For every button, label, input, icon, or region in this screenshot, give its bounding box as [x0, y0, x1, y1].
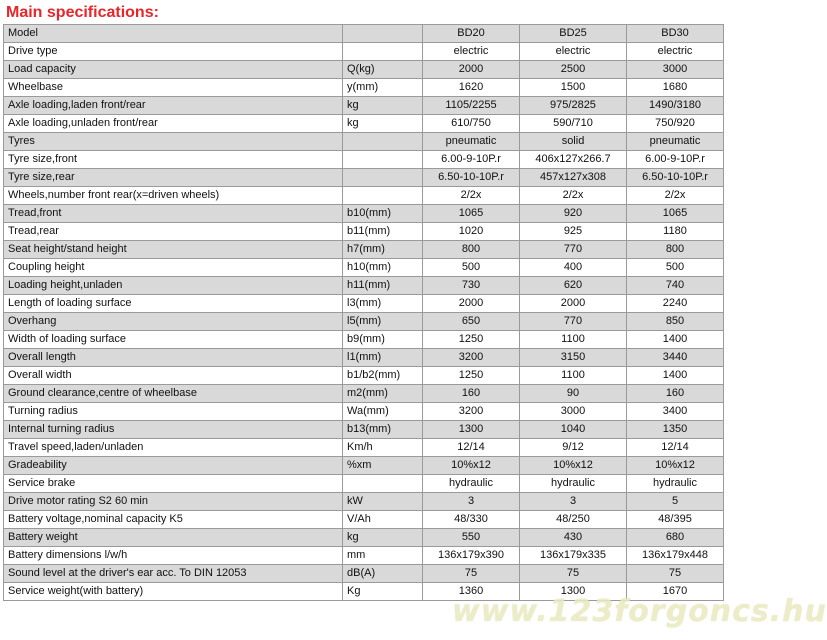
- spec-value-bd25: 48/250: [520, 511, 627, 529]
- table-row: [4, 511, 724, 529]
- spec-value-bd20: 6.50-10-10P.r: [423, 169, 520, 187]
- spec-value-bd20: 1360: [423, 583, 520, 601]
- spec-value-bd25: 2/2x: [520, 187, 627, 205]
- spec-value-bd30: 1065: [627, 205, 724, 223]
- spec-unit: %xm: [343, 457, 423, 475]
- spec-label: Gradeability: [4, 457, 343, 475]
- spec-value-bd25: 3: [520, 493, 627, 511]
- spec-value-bd20: 48/330: [423, 511, 520, 529]
- spec-label: Sound level at the driver's ear acc. To DIN 12053: [4, 565, 343, 583]
- table-row: [4, 61, 724, 79]
- spec-value-bd25: 406x127x266.7: [520, 151, 627, 169]
- spec-unit: kg: [343, 529, 423, 547]
- spec-value-bd25: 3150: [520, 349, 627, 367]
- spec-unit: Kg: [343, 583, 423, 601]
- spec-value-bd30: pneumatic: [627, 133, 724, 151]
- table-row: [4, 421, 724, 439]
- spec-value-bd20: hydraulic: [423, 475, 520, 493]
- spec-label: Width of loading surface: [4, 331, 343, 349]
- spec-value-bd20: 3200: [423, 349, 520, 367]
- specifications-table: [3, 24, 724, 601]
- spec-value-bd25: 590/710: [520, 115, 627, 133]
- table-row: [4, 133, 724, 151]
- spec-unit: kg: [343, 97, 423, 115]
- spec-value-bd25: 3000: [520, 403, 627, 421]
- spec-unit: l1(mm): [343, 349, 423, 367]
- spec-unit: l3(mm): [343, 295, 423, 313]
- spec-value-bd30: 48/395: [627, 511, 724, 529]
- table-row: [4, 223, 724, 241]
- spec-label: Overhang: [4, 313, 343, 331]
- spec-unit: V/Ah: [343, 511, 423, 529]
- spec-label: Travel speed,laden/unladen: [4, 439, 343, 457]
- spec-value-bd20: 2/2x: [423, 187, 520, 205]
- spec-unit: Wa(mm): [343, 403, 423, 421]
- spec-value-bd30: BD30: [627, 25, 724, 43]
- spec-label: Internal turning radius: [4, 421, 343, 439]
- spec-value-bd30: 136x179x448: [627, 547, 724, 565]
- spec-label: Loading height,unladen: [4, 277, 343, 295]
- spec-value-bd20: 500: [423, 259, 520, 277]
- table-row: [4, 475, 724, 493]
- spec-label: Coupling height: [4, 259, 343, 277]
- spec-value-bd20: 1300: [423, 421, 520, 439]
- spec-label: Service weight(with battery): [4, 583, 343, 601]
- spec-unit: [343, 169, 423, 187]
- spec-unit: b9(mm): [343, 331, 423, 349]
- spec-value-bd25: 925: [520, 223, 627, 241]
- spec-value-bd25: 1040: [520, 421, 627, 439]
- spec-unit: b11(mm): [343, 223, 423, 241]
- specifications-table-body: [4, 25, 724, 601]
- table-row: [4, 367, 724, 385]
- spec-value-bd30: electric: [627, 43, 724, 61]
- spec-label: Tyres: [4, 133, 343, 151]
- spec-value-bd25: 770: [520, 313, 627, 331]
- spec-value-bd30: 1680: [627, 79, 724, 97]
- spec-label: Load capacity: [4, 61, 343, 79]
- spec-value-bd25: electric: [520, 43, 627, 61]
- spec-value-bd30: 850: [627, 313, 724, 331]
- spec-value-bd30: hydraulic: [627, 475, 724, 493]
- spec-value-bd20: 1620: [423, 79, 520, 97]
- spec-value-bd25: 2000: [520, 295, 627, 313]
- spec-unit: [343, 475, 423, 493]
- spec-value-bd20: 550: [423, 529, 520, 547]
- spec-value-bd30: 680: [627, 529, 724, 547]
- table-row: [4, 403, 724, 421]
- table-row: [4, 187, 724, 205]
- spec-label: Wheels,number front rear(x=driven wheels): [4, 187, 343, 205]
- spec-unit: Km/h: [343, 439, 423, 457]
- spec-label: Model: [4, 25, 343, 43]
- table-row: [4, 529, 724, 547]
- spec-value-bd20: 2000: [423, 61, 520, 79]
- spec-value-bd30: 1490/3180: [627, 97, 724, 115]
- spec-unit: m2(mm): [343, 385, 423, 403]
- spec-value-bd25: 9/12: [520, 439, 627, 457]
- spec-unit: [343, 25, 423, 43]
- spec-value-bd25: 457x127x308: [520, 169, 627, 187]
- spec-value-bd25: 136x179x335: [520, 547, 627, 565]
- spec-value-bd30: 6.00-9-10P.r: [627, 151, 724, 169]
- table-row: [4, 385, 724, 403]
- spec-unit: b1/b2(mm): [343, 367, 423, 385]
- watermark: www.123forgoncs.hu: [452, 594, 827, 629]
- spec-value-bd30: 1400: [627, 331, 724, 349]
- spec-value-bd20: pneumatic: [423, 133, 520, 151]
- spec-unit: [343, 151, 423, 169]
- table-row: [4, 43, 724, 61]
- spec-unit: h10(mm): [343, 259, 423, 277]
- spec-label: Overall width: [4, 367, 343, 385]
- spec-label: Turning radius: [4, 403, 343, 421]
- spec-value-bd25: 400: [520, 259, 627, 277]
- spec-label: Tread,front: [4, 205, 343, 223]
- spec-value-bd20: 800: [423, 241, 520, 259]
- spec-value-bd30: 2240: [627, 295, 724, 313]
- spec-label: Seat height/stand height: [4, 241, 343, 259]
- spec-value-bd25: 1100: [520, 367, 627, 385]
- spec-value-bd30: 1400: [627, 367, 724, 385]
- table-row: [4, 25, 724, 43]
- spec-label: Battery dimensions l/w/h: [4, 547, 343, 565]
- spec-value-bd20: 1020: [423, 223, 520, 241]
- spec-value-bd30: 1350: [627, 421, 724, 439]
- spec-unit: h7(mm): [343, 241, 423, 259]
- spec-unit: b10(mm): [343, 205, 423, 223]
- table-row: [4, 115, 724, 133]
- spec-value-bd25: 2500: [520, 61, 627, 79]
- spec-label: Overall length: [4, 349, 343, 367]
- table-row: [4, 97, 724, 115]
- spec-value-bd20: 1065: [423, 205, 520, 223]
- spec-value-bd25: 920: [520, 205, 627, 223]
- spec-value-bd20: 1250: [423, 331, 520, 349]
- spec-unit: dB(A): [343, 565, 423, 583]
- spec-label: Tyre size,rear: [4, 169, 343, 187]
- table-row: [4, 259, 724, 277]
- spec-value-bd20: electric: [423, 43, 520, 61]
- spec-unit: b13(mm): [343, 421, 423, 439]
- spec-unit: [343, 133, 423, 151]
- spec-value-bd25: 10%x12: [520, 457, 627, 475]
- spec-value-bd25: 770: [520, 241, 627, 259]
- spec-value-bd30: 5: [627, 493, 724, 511]
- spec-value-bd25: 75: [520, 565, 627, 583]
- spec-value-bd30: 12/14: [627, 439, 724, 457]
- spec-value-bd30: 75: [627, 565, 724, 583]
- table-row: [4, 331, 724, 349]
- spec-label: Tread,rear: [4, 223, 343, 241]
- spec-value-bd25: 620: [520, 277, 627, 295]
- spec-value-bd20: 650: [423, 313, 520, 331]
- spec-value-bd25: 1500: [520, 79, 627, 97]
- table-row: [4, 565, 724, 583]
- spec-label: Drive motor rating S2 60 min: [4, 493, 343, 511]
- table-row: [4, 241, 724, 259]
- spec-value-bd20: 610/750: [423, 115, 520, 133]
- table-row: [4, 295, 724, 313]
- spec-value-bd30: 2/2x: [627, 187, 724, 205]
- spec-unit: kW: [343, 493, 423, 511]
- spec-unit: h11(mm): [343, 277, 423, 295]
- spec-value-bd20: 10%x12: [423, 457, 520, 475]
- spec-value-bd20: 75: [423, 565, 520, 583]
- spec-value-bd25: 430: [520, 529, 627, 547]
- spec-value-bd30: 1670: [627, 583, 724, 601]
- table-row: [4, 169, 724, 187]
- spec-value-bd20: BD20: [423, 25, 520, 43]
- spec-value-bd30: 160: [627, 385, 724, 403]
- spec-value-bd30: 3400: [627, 403, 724, 421]
- spec-label: Battery voltage,nominal capacity K5: [4, 511, 343, 529]
- table-row: [4, 547, 724, 565]
- table-row: [4, 79, 724, 97]
- spec-label: Tyre size,front: [4, 151, 343, 169]
- spec-unit: kg: [343, 115, 423, 133]
- spec-value-bd20: 12/14: [423, 439, 520, 457]
- spec-value-bd25: 1100: [520, 331, 627, 349]
- spec-unit: l5(mm): [343, 313, 423, 331]
- page-title: Main specifications:: [6, 4, 159, 21]
- spec-value-bd25: hydraulic: [520, 475, 627, 493]
- spec-value-bd25: solid: [520, 133, 627, 151]
- spec-label: Length of loading surface: [4, 295, 343, 313]
- table-row: [4, 151, 724, 169]
- table-row: [4, 457, 724, 475]
- spec-value-bd20: 160: [423, 385, 520, 403]
- spec-value-bd30: 3440: [627, 349, 724, 367]
- spec-label: Battery weight: [4, 529, 343, 547]
- spec-value-bd20: 1105/2255: [423, 97, 520, 115]
- spec-value-bd30: 740: [627, 277, 724, 295]
- spec-value-bd20: 6.00-9-10P.r: [423, 151, 520, 169]
- spec-unit: [343, 187, 423, 205]
- spec-label: Axle loading,unladen front/rear: [4, 115, 343, 133]
- spec-value-bd25: BD25: [520, 25, 627, 43]
- table-row: [4, 349, 724, 367]
- spec-value-bd20: 3200: [423, 403, 520, 421]
- spec-value-bd25: 975/2825: [520, 97, 627, 115]
- spec-value-bd25: 1300: [520, 583, 627, 601]
- spec-value-bd20: 1250: [423, 367, 520, 385]
- spec-unit: [343, 43, 423, 61]
- table-row: [4, 277, 724, 295]
- spec-label: Axle loading,laden front/rear: [4, 97, 343, 115]
- spec-value-bd30: 6.50-10-10P.r: [627, 169, 724, 187]
- table-row: [4, 439, 724, 457]
- spec-label: Drive type: [4, 43, 343, 61]
- spec-value-bd25: 90: [520, 385, 627, 403]
- spec-value-bd20: 3: [423, 493, 520, 511]
- spec-value-bd20: 2000: [423, 295, 520, 313]
- spec-value-bd30: 3000: [627, 61, 724, 79]
- spec-label: Wheelbase: [4, 79, 343, 97]
- spec-value-bd30: 500: [627, 259, 724, 277]
- table-row: [4, 205, 724, 223]
- spec-unit: y(mm): [343, 79, 423, 97]
- spec-label: Service brake: [4, 475, 343, 493]
- spec-unit: mm: [343, 547, 423, 565]
- spec-value-bd20: 730: [423, 277, 520, 295]
- spec-value-bd30: 750/920: [627, 115, 724, 133]
- spec-label: Ground clearance,centre of wheelbase: [4, 385, 343, 403]
- spec-value-bd30: 1180: [627, 223, 724, 241]
- spec-unit: Q(kg): [343, 61, 423, 79]
- table-row: [4, 493, 724, 511]
- spec-value-bd30: 10%x12: [627, 457, 724, 475]
- spec-value-bd30: 800: [627, 241, 724, 259]
- spec-value-bd20: 136x179x390: [423, 547, 520, 565]
- table-row: [4, 313, 724, 331]
